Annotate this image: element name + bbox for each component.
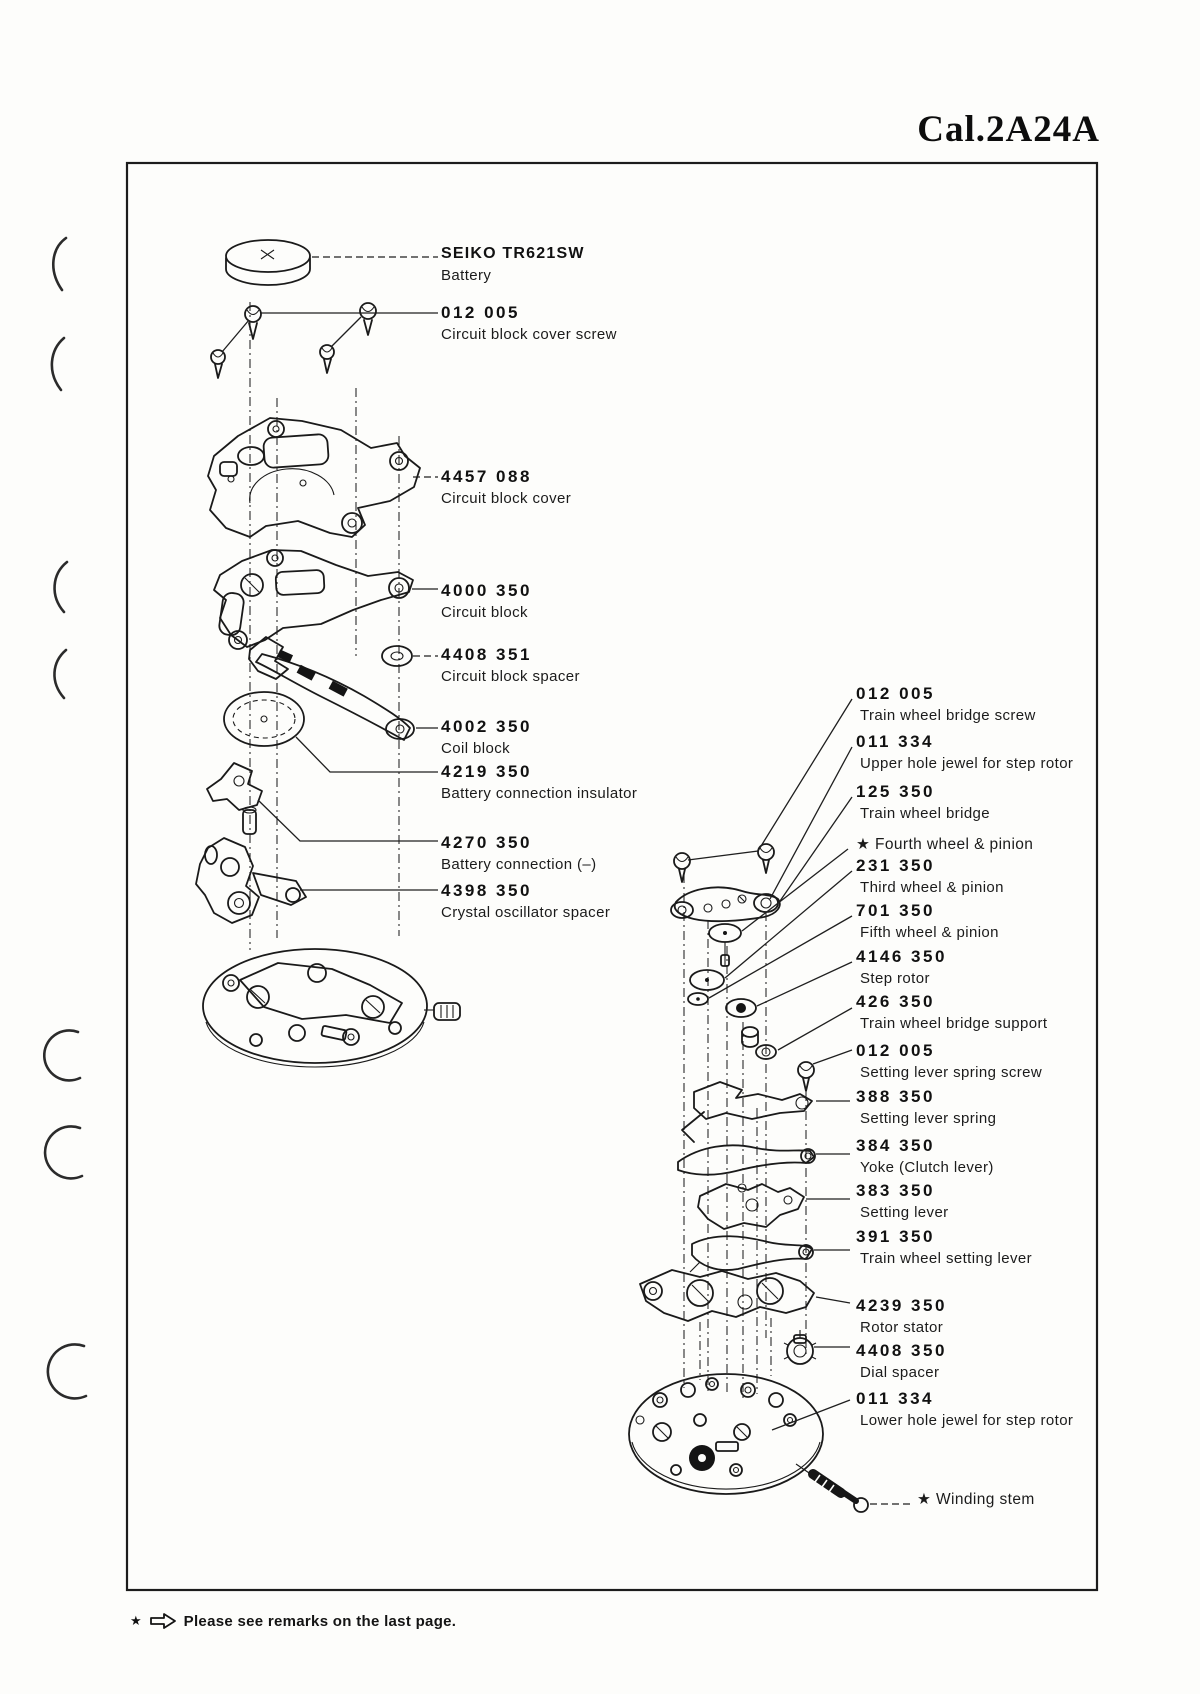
label-setting-lever-spring-screw: 012 005 Setting lever spring screw xyxy=(856,1041,1043,1081)
left-assembly-axis-lines xyxy=(250,302,399,950)
label-fourth-wheel: ★ Fourth wheel & pinion xyxy=(856,836,1034,853)
train-wheel-bridge-support-drawing xyxy=(742,1008,852,1059)
circuit-block-cover-screws-drawing xyxy=(211,303,438,378)
battery-connection-drawing xyxy=(207,763,438,841)
label-upper-hole-jewel: 011 334 Upper hole jewel for step rotor xyxy=(856,732,1074,772)
footnote-text: Please see remarks on the last page. xyxy=(183,1612,457,1630)
circuit-block-cover-drawing xyxy=(208,418,438,537)
label-train-wheel-bridge-screw: 012 005 Train wheel bridge screw xyxy=(856,684,1036,724)
label-train-wheel-setting-lever: 391 350 Train wheel setting lever xyxy=(856,1227,1033,1267)
winding-stem-drawing xyxy=(796,1464,912,1512)
train-wheel-setting-lever-drawing xyxy=(690,1236,850,1272)
label-fifth-wheel: 701 350 Fifth wheel & pinion xyxy=(856,901,999,941)
binder-hole-marks xyxy=(44,238,86,1398)
label-train-wheel-bridge: 125 350 Train wheel bridge xyxy=(856,782,991,822)
label-step-rotor: 4146 350 Step rotor xyxy=(856,947,947,987)
label-rotor-stator: 4239 350 Rotor stator xyxy=(856,1296,947,1336)
label-setting-lever: 383 350 Setting lever xyxy=(856,1181,949,1221)
label-dial-spacer: 4408 350 Dial spacer xyxy=(856,1341,947,1381)
label-circuit-block-cover-screw: 012 005 Circuit block cover screw xyxy=(441,303,617,343)
circuit-block-drawing xyxy=(214,550,438,649)
label-setting-lever-spring: 388 350 Setting lever spring xyxy=(856,1087,997,1127)
battery-connection-insulator-drawing xyxy=(224,692,438,772)
train-wheel-bridge-screws-drawing xyxy=(674,699,852,882)
circuit-block-spacer-drawing xyxy=(382,646,438,666)
label-crystal-oscillator-spacer: 4398 350 Crystal oscillator spacer xyxy=(441,881,611,921)
label-battery: SEIKO TR621SW Battery xyxy=(441,245,585,284)
label-circuit-block: 4000 350 Circuit block xyxy=(441,581,532,621)
step-rotor-drawing xyxy=(726,962,852,1017)
main-plate-left-drawing xyxy=(203,949,460,1067)
dial-spacer-drawing xyxy=(784,1330,850,1364)
label-third-wheel: 231 350 Third wheel & pinion xyxy=(856,856,1004,896)
setting-lever-spring-screw-drawing xyxy=(798,1050,852,1091)
label-winding-stem: ★ Winding stem xyxy=(917,1491,1035,1508)
fifth-wheel-drawing xyxy=(688,916,852,1005)
label-battery-connection: 4270 350 Battery connection (–) xyxy=(441,833,597,873)
label-lower-hole-jewel: 011 334 Lower hole jewel for step rotor xyxy=(856,1389,1074,1429)
star-icon: ★ xyxy=(130,1613,142,1628)
label-coil-block: 4002 350 Coil block xyxy=(441,717,532,757)
setting-lever-drawing xyxy=(698,1184,850,1229)
crystal-oscillator-spacer-drawing xyxy=(196,807,438,923)
label-yoke: 384 350 Yoke (Clutch lever) xyxy=(856,1136,994,1176)
footnote xyxy=(130,1612,456,1630)
yoke-drawing xyxy=(678,1145,850,1174)
battery-drawing xyxy=(226,240,438,285)
label-circuit-block-spacer: 4408 351 Circuit block spacer xyxy=(441,645,580,685)
rotor-stator-drawing xyxy=(640,1270,850,1321)
page-title: Cal.2A24A xyxy=(917,109,1100,150)
label-battery-connection-insulator: 4219 350 Battery connection insulator xyxy=(441,762,638,802)
label-circuit-block-cover: 4457 088 Circuit block cover xyxy=(441,467,572,507)
train-wheel-bridge-drawing xyxy=(671,747,852,921)
label-train-wheel-bridge-support: 426 350 Train wheel bridge support xyxy=(856,992,1048,1032)
right-arrow-icon xyxy=(149,1612,177,1630)
